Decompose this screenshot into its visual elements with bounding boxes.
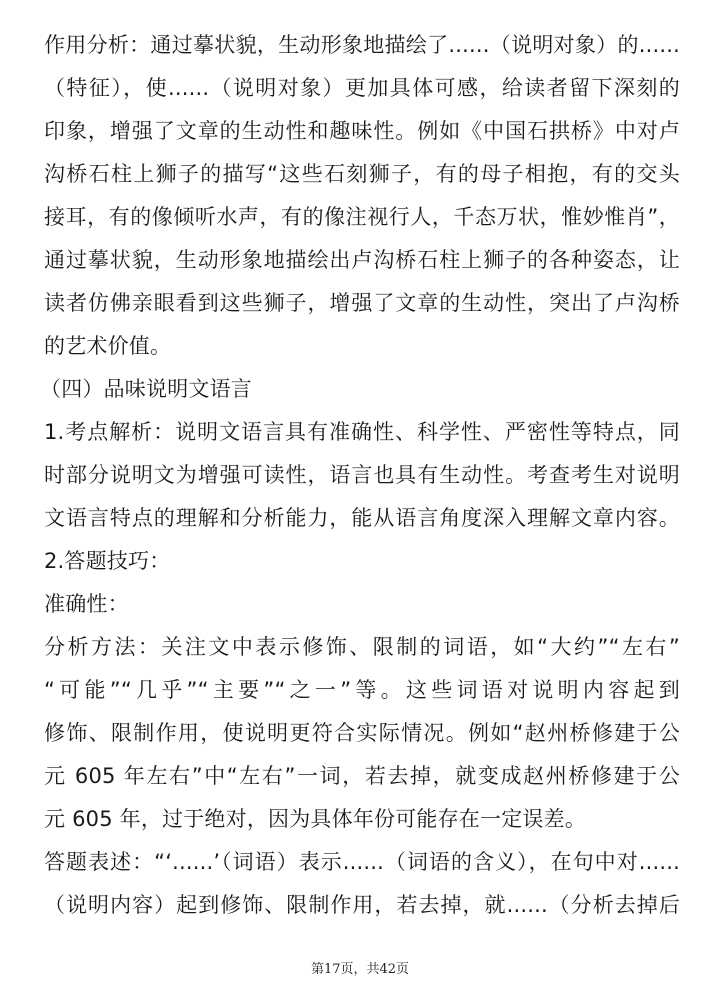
text-line: 的艺术价值。 (44, 334, 172, 358)
text-line: 作用分析：通过摹状貌，生动形象地描绘了......（说明对象）的...... (44, 33, 680, 57)
text-line: 元 605 年左右”中“左右”一词，若去掉，就变成赵州桥修建于公 (44, 764, 680, 788)
text-line: 元 605 年，过于绝对，因为具体年份可能存在一定误差。 (44, 807, 587, 831)
text-line: 时部分说明文为增强可读性，语言也具有生动性。考查考生对说明 (44, 463, 680, 487)
page-number: 第17页，共42页 (310, 962, 410, 977)
text-line: 答题表述：“‘......’（词语）表示......（词语的含义），在句中对...... (44, 850, 680, 874)
text-line: 沟桥石柱上狮子的描写“这些石刻狮子，有的母子相抱，有的交头 (44, 162, 680, 186)
subheading: 2.答题技巧： (44, 549, 171, 573)
text-line: “可能”“几乎”“主要”“之一”等。这些词语对说明内容起到 (44, 678, 680, 702)
text-line: 修饰、限制作用，使说明更符合实际情况。例如“赵州桥修建于公 (44, 721, 680, 745)
text-line: 读者仿佛亲眼看到这些狮子，增强了文章的生动性，突出了卢沟桥 (44, 291, 680, 315)
text-line: （说明内容）起到修饰、限制作用，若去掉，就......（分析去掉后 (44, 893, 680, 917)
text-line: 分析方法：关注文中表示修饰、限制的词语，如“大约”“左右” (44, 635, 680, 659)
text-line: 1.考点解析：说明文语言具有准确性、科学性、严密性等特点，同 (44, 420, 680, 444)
text-line: 通过摹状貌，生动形象地描绘出卢沟桥石柱上狮子的各种姿态，让 (44, 248, 680, 272)
text-line: 印象，增强了文章的生动性和趣味性。例如《中国石拱桥》中对卢 (44, 119, 680, 143)
subheading: 准确性： (44, 592, 129, 616)
text-line: 接耳，有的像倾听水声，有的像注视行人，千态万状，惟妙惟肖”， (44, 205, 680, 229)
text-line: （特征），使......（说明对象）更加具体可感，给读者留下深刻的 (44, 76, 680, 100)
section-heading: （四）品味说明文语言 (40, 377, 252, 401)
text-line: 文语言特点的理解和分析能力，能从语言角度深入理解文章内容。 (44, 506, 680, 530)
